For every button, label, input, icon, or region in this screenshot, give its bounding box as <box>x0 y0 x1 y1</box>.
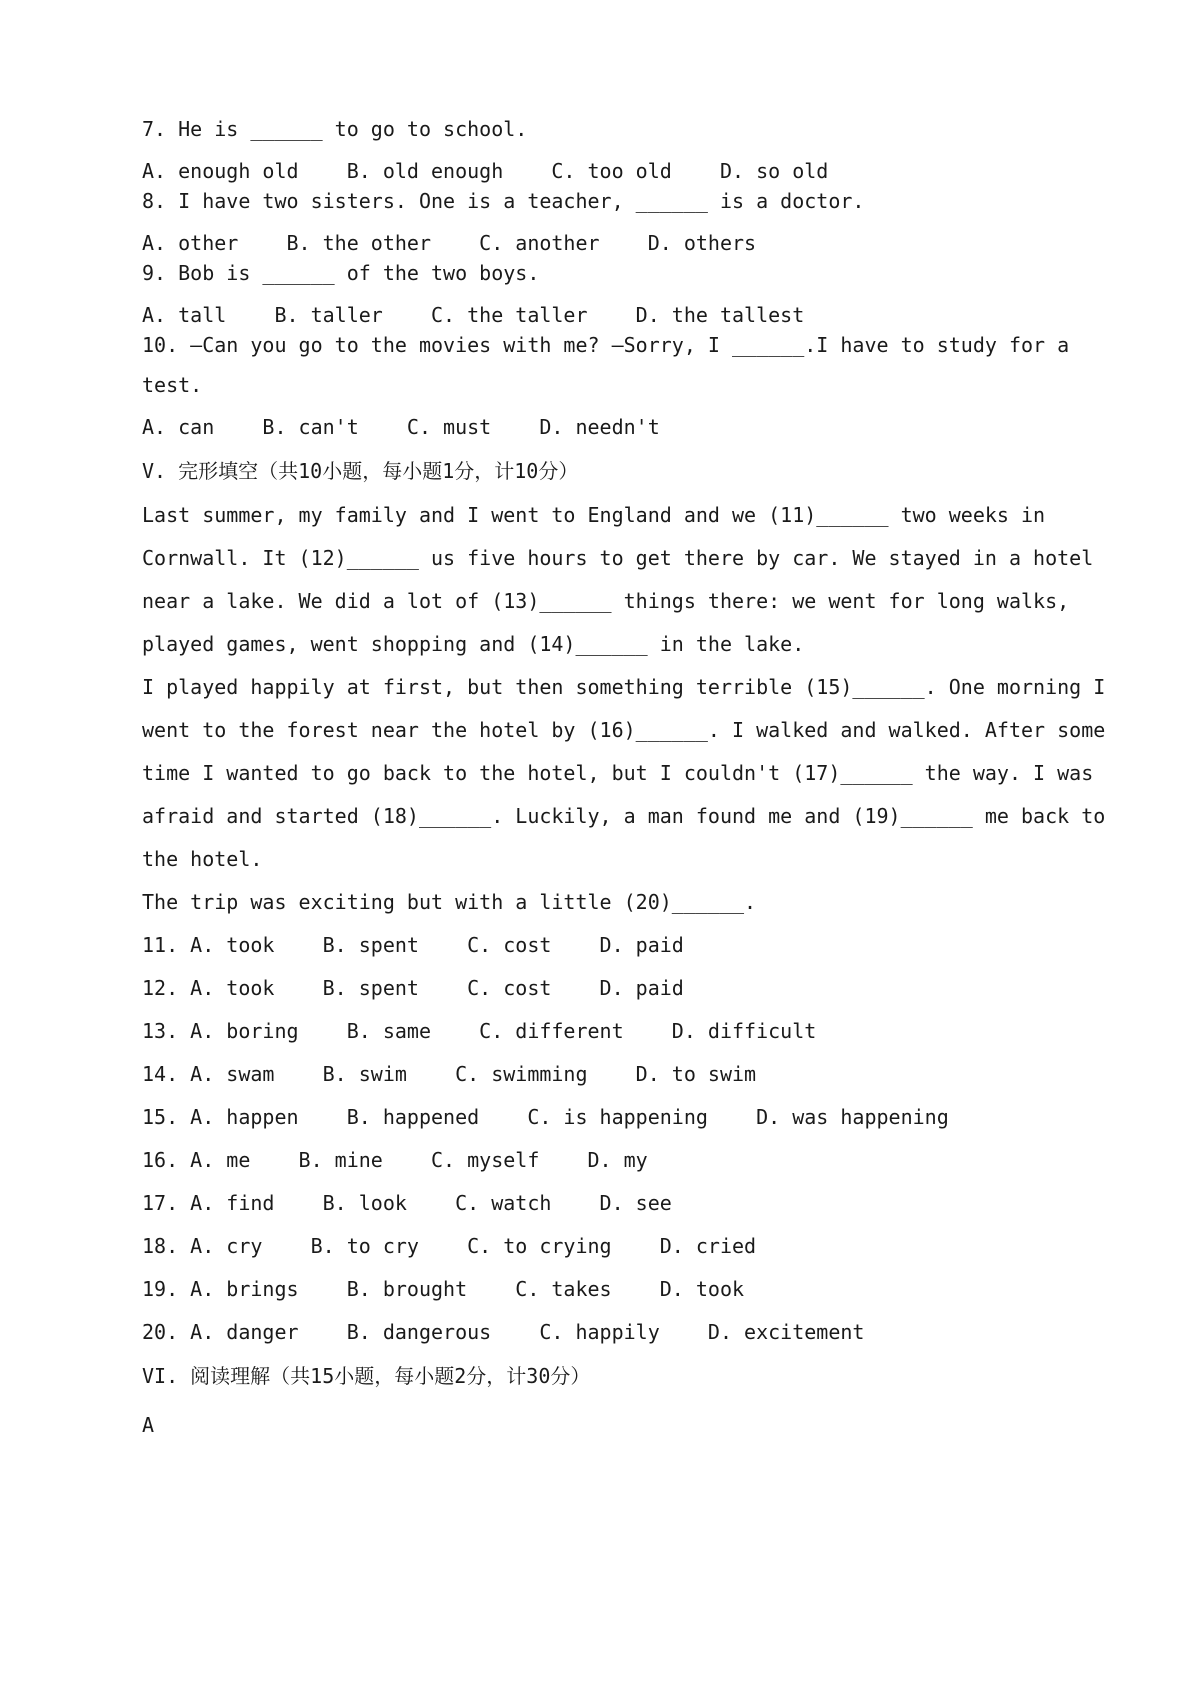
cloze-option-row: 12. A. took B. spent C. cost D. paid <box>142 976 684 1000</box>
passage-line: I played happily at first, but then something terrible (15)______. One morning I <box>142 675 1106 699</box>
question-stem: 9. Bob is ______ of the two boys. <box>142 261 540 285</box>
cloze-options <box>142 930 1042 1347</box>
cloze-option-row: 15. A. happen B. happened C. is happening D. was happening <box>142 1105 949 1129</box>
passage-line: Cornwall. It (12)______ us five hours to get there by car. We stayed in a hotel <box>142 546 1094 570</box>
passage-line: near a lake. We did a lot of (13)______ things there: we went for long walks, <box>142 589 1070 613</box>
question-stem: 7. He is ______ to go to school. <box>142 117 528 141</box>
passage-line: played games, went shopping and (14)______ in the lake. <box>142 632 805 656</box>
passage-line: Last summer, my family and I went to England and we (11)______ two weeks in <box>142 503 1046 527</box>
cloze-option-row: 11. A. took B. spent C. cost D. paid <box>142 933 684 957</box>
passage-line: The trip was exciting but with a little (20)______. <box>142 890 757 914</box>
question-options: A. other B. the other C. another D. others <box>142 231 757 255</box>
question-options: A. enough old B. old enough C. too old D. so old <box>142 159 829 183</box>
section-heading-reading: VI. 阅读理解（共15小题，每小题2分，计30分） <box>142 1364 591 1388</box>
cloze-option-row: 18. A. cry B. to cry C. to crying D. cried <box>142 1234 757 1258</box>
passage-line: time I wanted to go back to the hotel, but I couldn't (17)______ the way. I was <box>142 761 1094 785</box>
question-options: A. can B. can't C. must D. needn't <box>142 415 660 439</box>
passage-line: the hotel. <box>142 847 263 871</box>
exam-page <box>142 114 1106 1440</box>
section-heading-cloze: V. 完形填空（共10小题，每小题1分，计10分） <box>142 459 579 483</box>
cloze-option-row: 17. A. find B. look C. watch D. see <box>142 1191 672 1215</box>
question-stem: 10. —Can you go to the movies with me? —Sorry, I ______.I have to study for a <box>142 333 1070 357</box>
question-9 <box>142 258 1042 330</box>
question-options: A. tall B. taller C. the taller D. the tallest <box>142 303 805 327</box>
question-stem: 8. I have two sisters. One is a teacher, ______ is a doctor. <box>142 189 865 213</box>
passage-line: went to the forest near the hotel by (16)______. I walked and walked. After some <box>142 718 1106 742</box>
cloze-option-row: 20. A. danger B. dangerous C. happily D. excitement <box>142 1320 865 1344</box>
cloze-option-row: 13. A. boring B. same C. different D. difficult <box>142 1019 817 1043</box>
cloze-option-row: 19. A. brings B. brought C. takes D. took <box>142 1277 745 1301</box>
passage-line: afraid and started (18)______. Luckily, a man found me and (19)______ me back to <box>142 804 1106 828</box>
cloze-option-row: 14. A. swam B. swim C. swimming D. to swim <box>142 1062 757 1086</box>
question-stem-continued: test. <box>142 373 203 397</box>
cloze-option-row: 16. A. me B. mine C. myself D. my <box>142 1148 648 1172</box>
cloze-passage <box>142 500 1106 917</box>
question-8 <box>142 186 1042 258</box>
question-10 <box>142 330 1070 442</box>
question-7 <box>142 114 1042 186</box>
reading-passage-label: A <box>142 1413 155 1437</box>
